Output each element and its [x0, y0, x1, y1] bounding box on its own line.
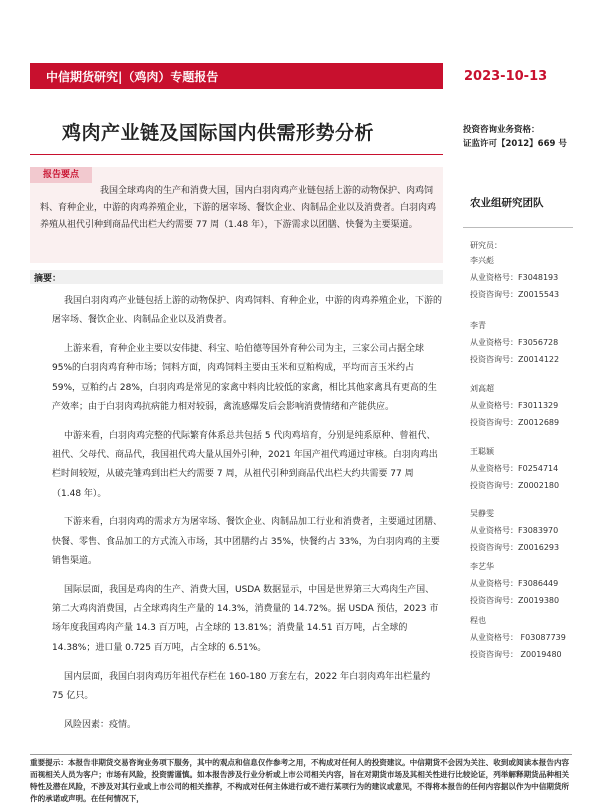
abstract-paragraph: 我国白羽肉鸡产业链包括上游的动物保护、肉鸡饲料、育种企业，中游的肉鸡养殖企业，下游的屠宰场、餐饮企业、肉制品企业以及消费者。	[52, 296, 443, 326]
analyst-practice-id: 从业资格号：F3011329	[470, 401, 559, 410]
team-divider	[463, 227, 573, 228]
disclaimer: 重要提示：本报告非期货交易咨询业务项下服务，其中的观点和信息仅作参考之用，不构成对任何人的投资建议。中信期货不会因为关注、收到或阅读本报告内容而视相关人员为客户；市场有风险，投资需谨慎。如本报告涉及行业分析或上市公司相关内容，旨在对期货市场及其相关性进行比较论证，列举解释期货品种相关特性及潜在风险，不涉及对其行业或上市公司的相关推荐，不构成对任何主体进行或不进行某项行为的建议或意见，不得将本报告的任何内容据以作为中信期货所作的承诺或声明。在任何情况下，	[30, 758, 570, 803]
analyst-block	[470, 380, 559, 431]
analyst-name: 王聪颖	[470, 447, 494, 456]
title-divider	[30, 154, 443, 155]
analyst-name: 李兴彪	[470, 256, 494, 265]
abstract-paragraph: 风险因素：疫情。	[64, 719, 137, 730]
qualification-line-1: 投资咨询业务资格：	[463, 125, 540, 135]
researchers-label: 研究员：	[470, 241, 502, 250]
banner-title: 中信期货研究|（鸡肉）专题报告	[46, 70, 219, 84]
abstract-paragraph: 下游来看，白羽肉鸡的需求方为屠宰场、餐饮企业、肉制品加工行业和消费者，主要通过团膳、快餐、零售、食品加工的方式流入市场，其中团膳约占 35%，快餐约占 33%，为白羽肉鸡的主要销售渠道。	[52, 517, 443, 567]
analyst-block	[470, 252, 559, 303]
analyst-consult-id: 投资咨询号：Z0016293	[470, 543, 560, 552]
footer-divider	[30, 754, 572, 755]
analyst-practice-id: 从业资格号：F3056728	[470, 338, 559, 347]
analyst-block	[470, 612, 566, 663]
analyst-practice-id: 从业资格号：F3048193	[470, 273, 559, 282]
summary-text: 我国全球鸡肉的生产和消费大国，国内白羽肉鸡产业链包括上游的动物保护、肉鸡饲料、育种企业，中游的肉鸡养殖企业，下游的屠宰场、餐饮企业、肉制品企业以及消费者。白羽肉鸡养殖从祖代引种到商品代出栏大约需要 77 周（1.48 年），下游需求以团膳、快餐为主要渠道。	[40, 186, 437, 230]
analyst-name: 李艺华	[470, 562, 494, 571]
analyst-name: 程也	[470, 616, 486, 625]
summary-label: 报告要点	[30, 167, 92, 183]
abstract-paragraph: 上游来看，育种企业主要以安伟捷、科宝、哈伯德等国外育种公司为主，三家公司占据全球 95%的白羽肉鸡育种市场；饲料方面，肉鸡饲料主要由玉米和豆粕构成，平均而言玉米约占 59%，豆粕约占 28%，白羽肉鸡是常见的家禽中料肉比较低的家禽，相比其他家禽具有更高的生产效率；由于白羽肉鸡抗病能力相对较弱，禽流感爆发后会影响消费情绪和产能供应。	[52, 344, 437, 412]
analyst-block	[470, 558, 559, 609]
abstract-paragraph: 国内层面，我国白羽肉鸡历年祖代存栏在 160-180 万套左右，2022 年白羽肉鸡年出栏量约 75 亿只。	[52, 671, 431, 701]
analyst-consult-id: 投资咨询号： Z0019480	[470, 650, 562, 659]
analyst-consult-id: 投资咨询号：Z0002180	[470, 481, 560, 490]
abstract-bar	[30, 270, 443, 284]
report-date: 2023-10-13	[464, 69, 548, 84]
analyst-block	[470, 317, 559, 368]
analyst-name: 吴静雯	[470, 509, 494, 518]
analyst-consult-id: 投资咨询号：Z0014122	[470, 355, 560, 364]
abstract-paragraph: 中游来看，白羽肉鸡完整的代际繁育体系总共包括 5 代肉鸡培育，分别是纯系原种、曾祖代、祖代、父母代、商品代，我国祖代鸡大量从国外引种，2021 年国产祖代鸡通过审核。白羽肉鸡出栏时间较短，从破壳雏鸡到出栏大约需要 7 周，从祖代引种到商品代出栏大约共需要 77 周（1.48 年）。	[52, 430, 438, 499]
abstract-label: 摘要：	[34, 274, 62, 284]
analyst-name: 李青	[470, 321, 486, 330]
analyst-block	[470, 443, 559, 494]
analyst-practice-id: 从业资格号： F03087739	[470, 633, 566, 642]
abstract-body	[52, 292, 442, 744]
analyst-consult-id: 投资咨询号：Z0012689	[470, 418, 560, 427]
qualification	[463, 123, 567, 151]
page-title: 鸡肉产业链及国际国内供需形势分析	[62, 122, 375, 144]
analyst-practice-id: 从业资格号：F3083970	[470, 526, 559, 535]
qualification-line-2: 证监许可【2012】669 号	[463, 139, 567, 149]
analyst-consult-id: 投资咨询号：Z0015543	[470, 290, 560, 299]
abstract-paragraph: 国际层面，我国是鸡肉的生产、消费大国，USDA 数据显示，中国是世界第三大鸡肉生产国、第二大鸡肉消费国，占全球鸡肉生产量的 14.3%，消费量的 14.72%。据 USDA 预估，2023 市场年度我国鸡肉产量 14.3 百万吨，占全球的 13.81%；消费量 14.51 百万吨，占全球的 14.38%；进口量 0.725 百万吨，占全球的 6.51%。	[52, 584, 439, 653]
header-banner	[30, 63, 443, 89]
analyst-name: 刘高超	[470, 384, 494, 393]
analyst-block	[470, 505, 559, 556]
team-title: 农业组研究团队	[470, 197, 544, 209]
analyst-consult-id: 投资咨询号：Z0019380	[470, 596, 560, 605]
analyst-practice-id: 从业资格号：F3086449	[470, 579, 559, 588]
analyst-practice-id: 从业资格号：F0254714	[470, 464, 559, 473]
